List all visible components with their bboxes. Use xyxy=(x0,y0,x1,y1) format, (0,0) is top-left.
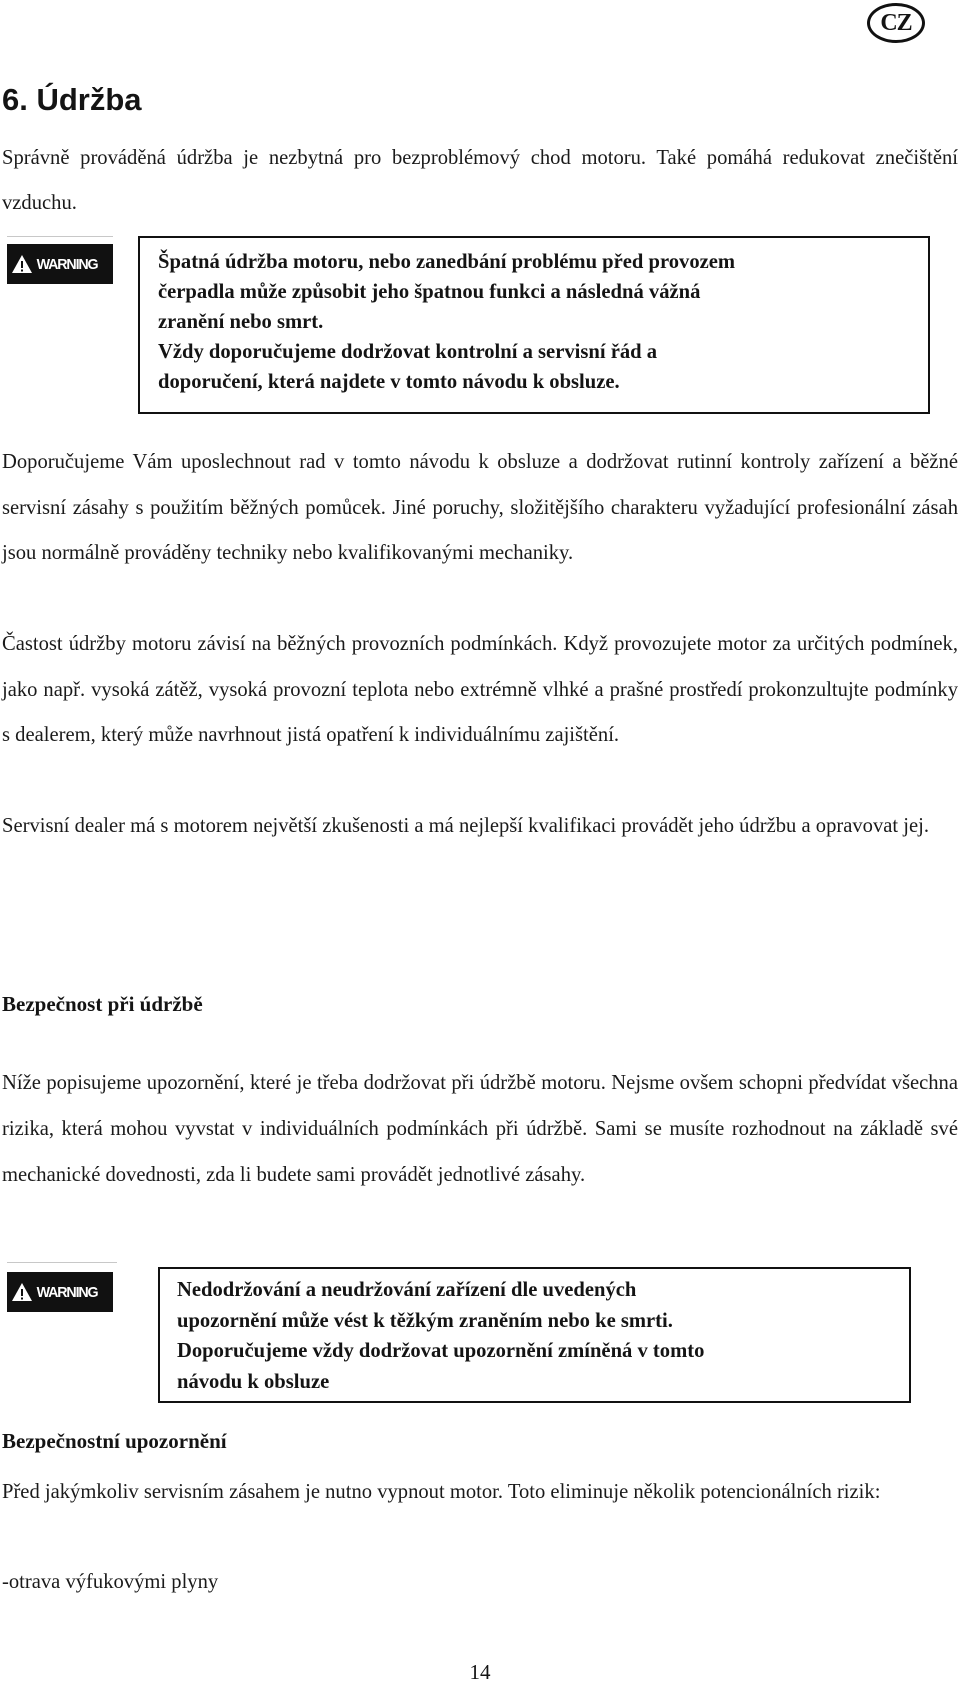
intro-paragraph: Správně prováděná údržba je nezbytná pro bezproblémový chod motoru. Také pomáhá redukovat znečištění vzduchu. xyxy=(2,147,958,214)
language-badge xyxy=(867,3,925,43)
notice-heading: Bezpečnostní upozornění xyxy=(2,1429,227,1453)
warning-1-line: Špatná údržba motoru, nebo zanedbání problému před provozem xyxy=(158,251,736,273)
warning-1-line: Vždy doporučujeme dodržovat kontrolní a servisní řád a xyxy=(158,341,658,363)
warning-icon-rule xyxy=(7,236,113,237)
warning-icon xyxy=(7,1272,113,1312)
notice-paragraph: Před jakýmkoliv servisním zásahem je nutno vypnout motor. Toto eliminuje několik potencionálních rizik: xyxy=(2,1481,881,1503)
page-number: 14 xyxy=(469,1660,491,1684)
language-code: CZ xyxy=(880,9,912,36)
safety-paragraph: Níže popisujeme upozornění, které je třeba dodržovat při údržbě motoru. Nejsme ovšem schopni předvídat všechna rizika, která mohou vyvstat v individuálních podmínkách při údržbě. Sami se musíte rozhodnout na základě své mechanické dovednosti, zda li budete sami provádět jednotlivé zásahy. xyxy=(2,1072,958,1186)
service-dealer-paragraph: Servisní dealer má s motorem největší zkušenosti a má nejlepší kvalifikaci provádět jeho údržbu a opravovat jej. xyxy=(2,815,930,837)
warning-icon xyxy=(7,244,113,284)
warning-triangle-icon xyxy=(11,253,33,275)
warning-2-line: návodu k obsluze xyxy=(177,1370,330,1393)
warning-2-line: Doporučujeme vždy dodržovat upozornění zmíněná v tomto xyxy=(177,1340,705,1362)
warning-box-2 xyxy=(158,1267,911,1403)
warning-icon-label: WARNING xyxy=(36,1283,98,1301)
notice-list-item: -otrava výfukovými plyny xyxy=(2,1571,219,1593)
warning-box-1 xyxy=(138,236,930,414)
warning-1-line: doporučení, která najdete v tomto návodu k obsluze. xyxy=(158,371,620,393)
page-title: 6. Údržba xyxy=(2,82,142,117)
warning-1-line: čerpadla může způsobit jeho špatnou funkci a následná vážná xyxy=(158,281,701,303)
warning-2-line: upozornění může vést k těžkým zraněním nebo ke smrti. xyxy=(177,1309,673,1332)
recommendation-paragraph: Doporučujeme Vám uposlechnout rad v tomto návodu k obsluze a dodržovat rutinní kontroly zařízení a běžné servisní zásahy s použitím běžných pomůcek. Jiné poruchy, složitějšího charakteru vyžadující profesionální zásah jsou normálně prováděny techniky nebo kvalifikovanými mechaniky. xyxy=(2,451,958,564)
warning-2-line: Nedodržování a neudržování zařízení dle uvedených xyxy=(177,1279,637,1301)
warning-icon-rule xyxy=(7,1262,117,1263)
warning-icon-label: WARNING xyxy=(36,255,98,273)
maintenance-frequency-paragraph: Častost údržby motoru závisí na běžných provozních podmínkách. Když provozujete motor za určitých podmínek, jako např. vysoká zátěž, vysoká provozní teplota nebo extrémně vlhké a prašné prostředí prokonzultujte podmínky s dealerem, který může navrhnout jistá opatření k individuálnímu zajištění. xyxy=(2,633,958,746)
warning-1-line: zranění nebo smrt. xyxy=(158,311,324,333)
warning-triangle-icon xyxy=(11,1281,33,1303)
safety-heading: Bezpečnost při údržbě xyxy=(2,992,203,1016)
